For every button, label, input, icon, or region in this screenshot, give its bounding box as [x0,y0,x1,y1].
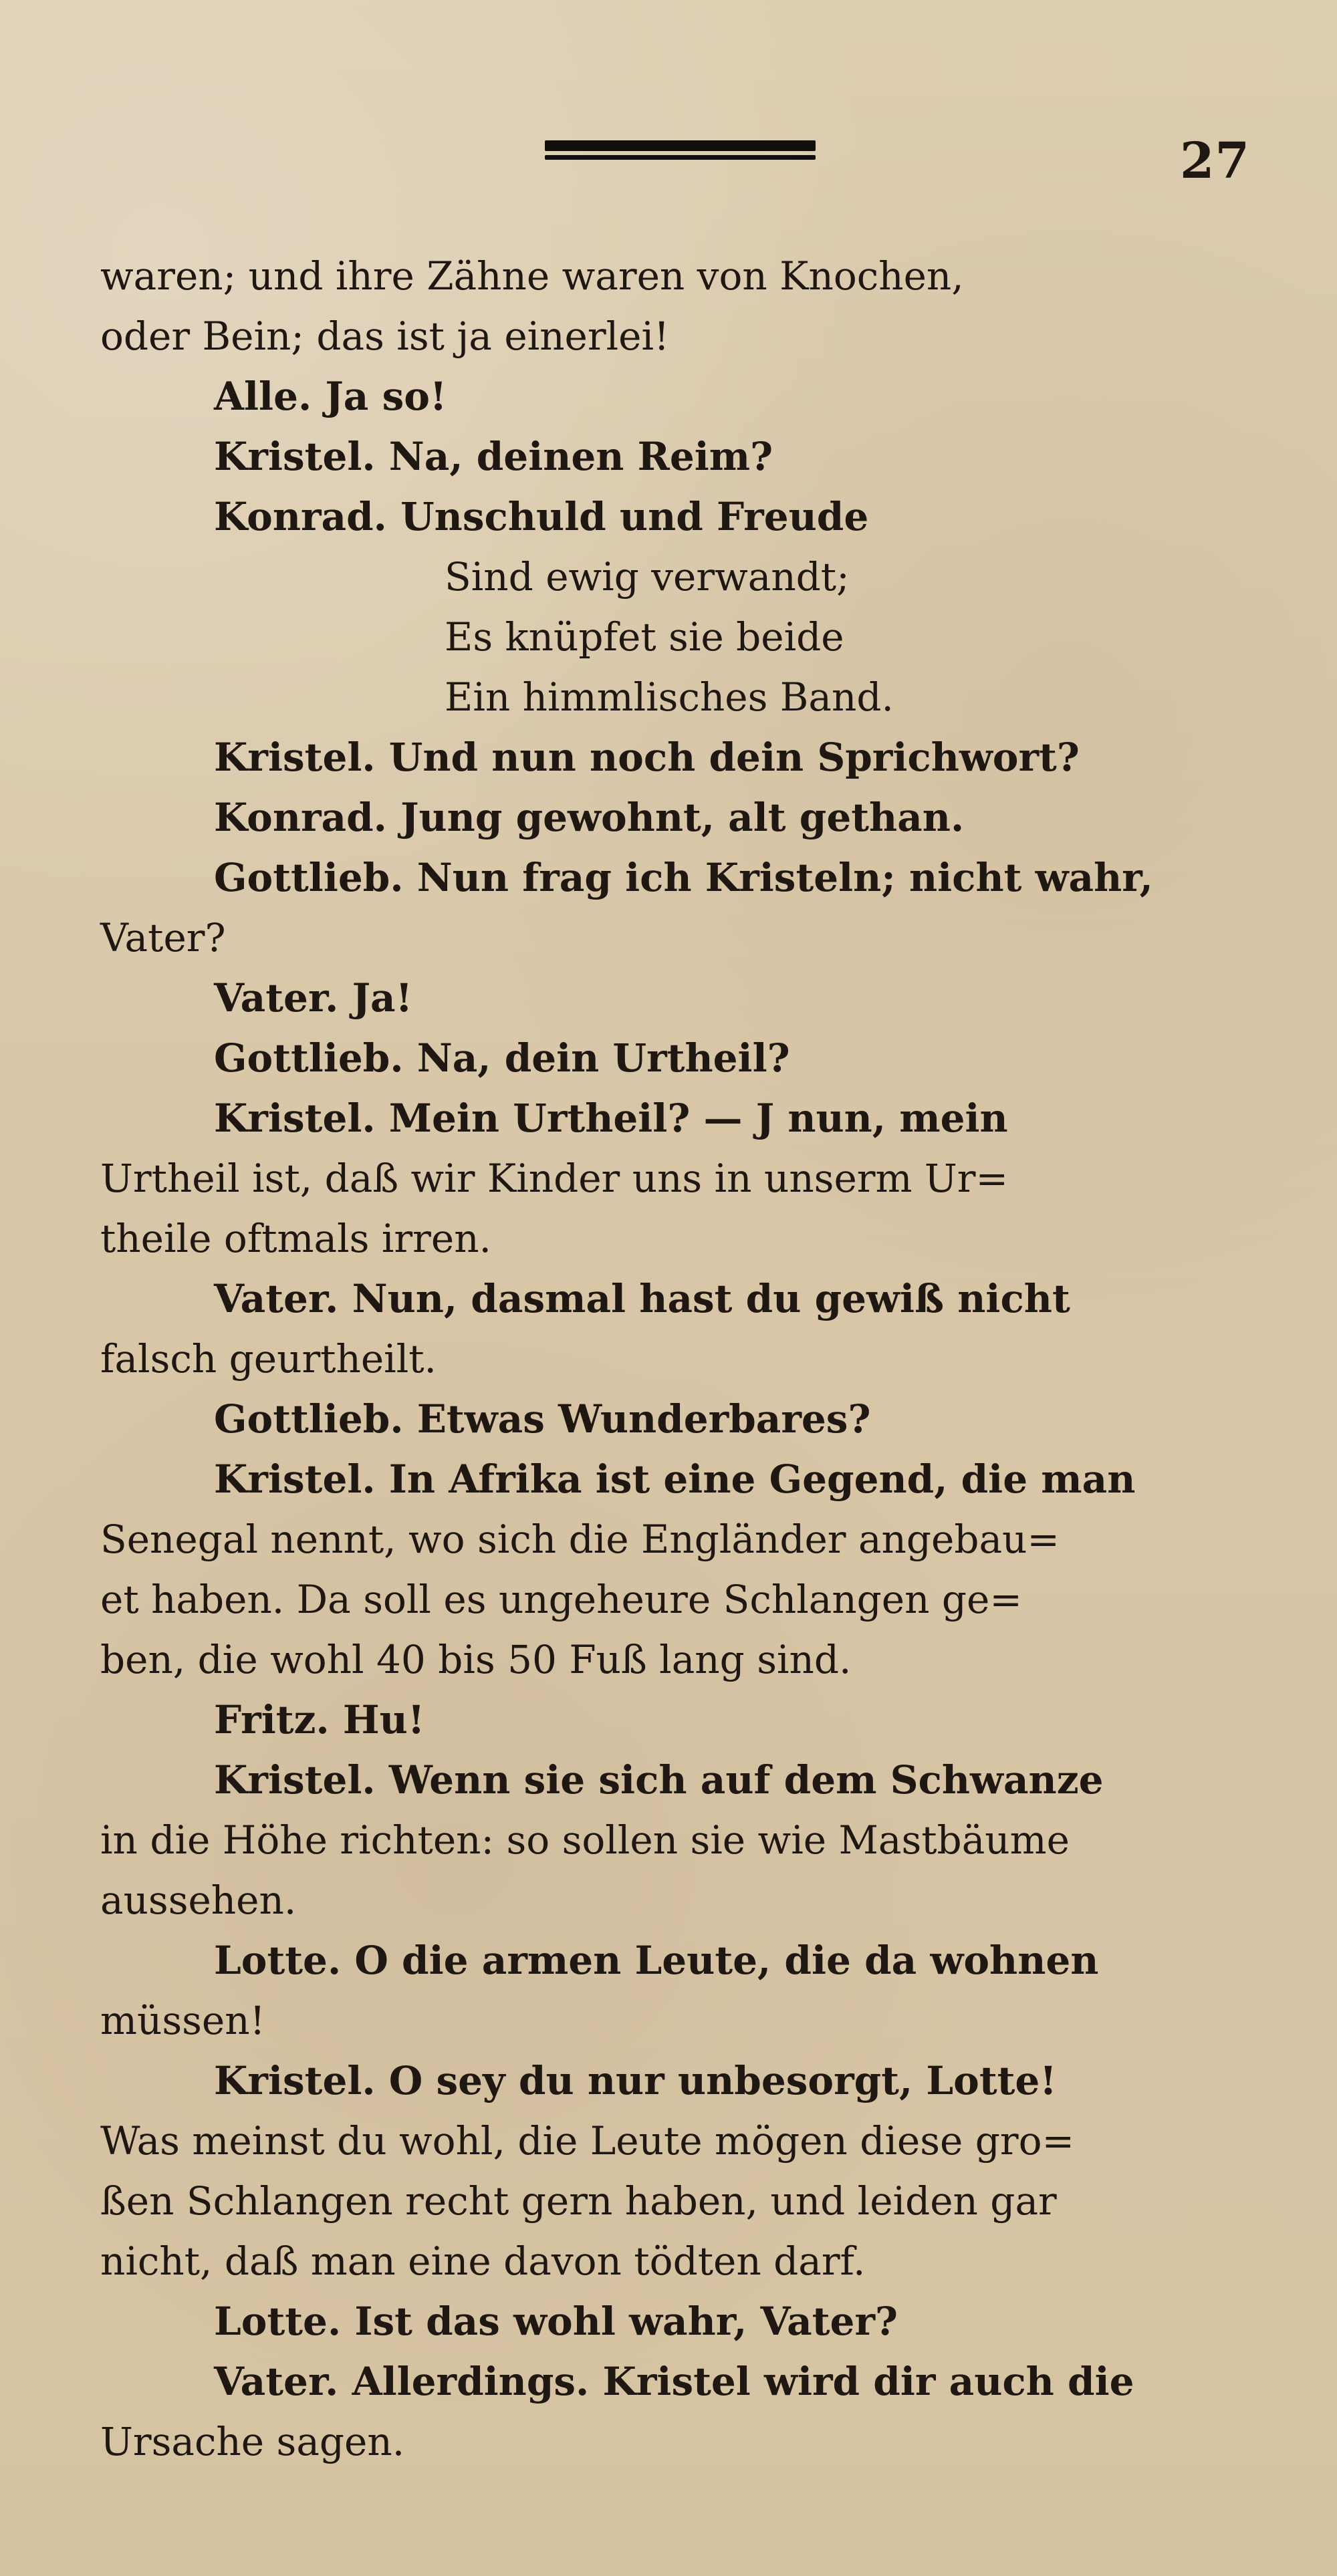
header-rule-top-bar [545,140,816,151]
text-line: in die Höhe richten: so sollen sie wie Mastbäume [100,1817,1070,1863]
text-line: falsch geurtheilt. [100,1336,437,1382]
header-rule-bottom-bar [545,155,816,160]
dialogue-line: Gottlieb. Nun frag ich Kristeln; nicht wahr, [214,855,1153,900]
text-line: Senegal nennt, wo sich die Engländer angebau= [100,1517,1060,1562]
double-rule-icon [545,139,816,171]
page-number: 27 [1180,132,1250,190]
text-line: Vater? [100,915,226,960]
dialogue-line: Vater. Allerdings. Kristel wird dir auch die [214,2359,1134,2404]
dialogue-line: Fritz. Hu! [214,1697,425,1743]
dialogue-line: Kristel. Mein Urtheil? — J nun, mein [214,1096,1008,1141]
dialogue-line: Konrad. Jung gewohnt, alt gethan. [214,795,965,840]
text-line: Was meinst du wohl, die Leute mögen diese gro= [100,2118,1075,2164]
text-line: Ursache sagen. [100,2419,405,2464]
text-line: ßen Schlangen recht gern haben, und leiden gar [100,2178,1057,2224]
verse-line: Ein himmlisches Band. [445,674,894,720]
dialogue-line: Kristel. Na, deinen Reim? [214,434,773,479]
dialogue-line: Kristel. O sey du nur unbesorgt, Lotte! [214,2058,1057,2103]
text-line: müssen! [100,1998,265,2043]
dialogue-line: Kristel. Und nun noch dein Sprichwort? [214,735,1080,780]
dialogue-line: Konrad. Unschuld und Freude [214,494,869,539]
verse-line: Sind ewig verwandt; [445,554,850,600]
dialogue-line: Lotte. Ist das wohl wahr, Vater? [214,2299,898,2344]
text-line: ben, die wohl 40 bis 50 Fuß lang sind. [100,1637,852,1682]
dialogue-line: Kristel. In Afrika ist eine Gegend, die man [214,1456,1136,1502]
verse-line: Es knüpfet sie beide [445,614,844,660]
dialogue-line: Kristel. Wenn sie sich auf dem Schwanze [214,1757,1104,1803]
page-text [100,246,1277,2464]
dialogue-line: Lotte. O die armen Leute, die da wohnen [214,1938,1099,1983]
text-line: oder Bein; das ist ja einerlei! [100,313,670,359]
dialogue-line: Vater. Ja! [214,975,413,1021]
dialogue-line: Gottlieb. Etwas Wunderbares? [214,1396,871,1442]
text-line: et haben. Da soll es ungeheure Schlangen ge= [100,1577,1022,1622]
text-line: waren; und ihre Zähne waren von Knochen, [100,253,964,299]
text-line: nicht, daß man eine davon tödten darf. [100,2238,866,2284]
text-line: aussehen. [100,1878,297,1923]
dialogue-line: Alle. Ja so! [214,374,447,419]
text-line: theile oftmals irren. [100,1216,491,1261]
dialogue-line: Gottlieb. Na, dein Urtheil? [214,1035,790,1081]
text-line: Urtheil ist, daß wir Kinder uns in unserm Ur= [100,1156,1009,1201]
dialogue-line: Vater. Nun, dasmal hast du gewiß nicht [214,1276,1070,1321]
